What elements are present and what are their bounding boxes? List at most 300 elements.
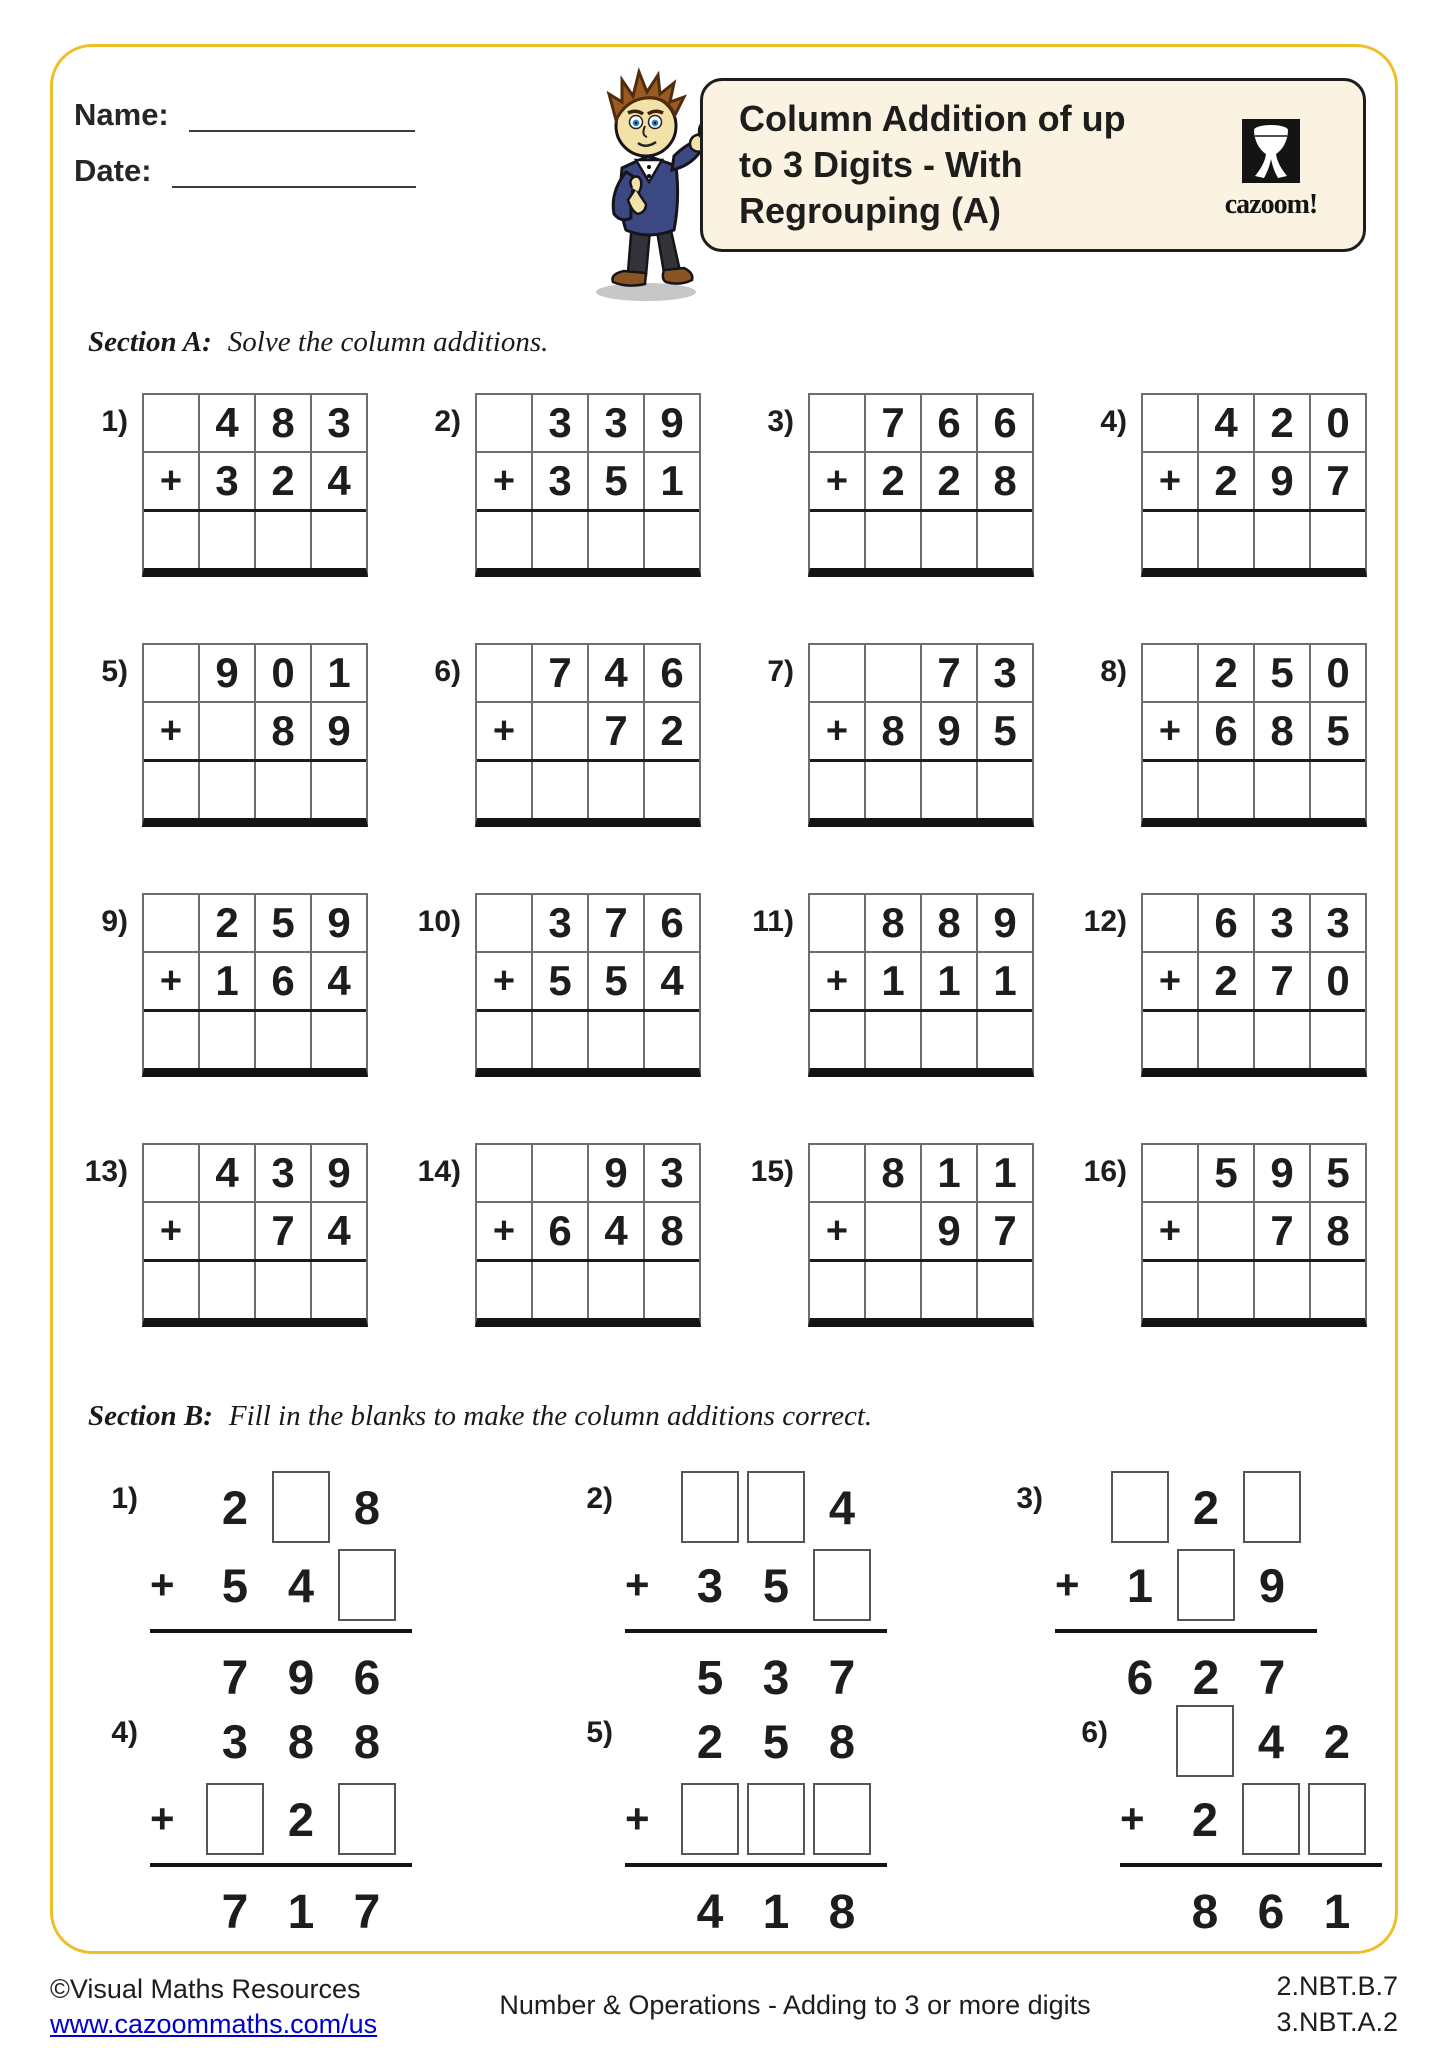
answer-cell[interactable]: [864, 512, 920, 568]
addend-bottom-row: [477, 701, 699, 759]
digit-cell: 7: [1309, 453, 1365, 509]
blank-box[interactable]: [206, 1783, 264, 1855]
empty-cell: [810, 895, 864, 951]
answer-cell[interactable]: [144, 512, 198, 568]
digit-cell: 6: [920, 395, 976, 451]
answer-row: [810, 759, 1032, 818]
digit: 5: [221, 1558, 249, 1612]
addition-problem-b-3: [1016, 1468, 1317, 1720]
problem-number: 2): [586, 1482, 613, 1515]
addition-problem-b-6: [1081, 1702, 1382, 1954]
date-input-line[interactable]: [172, 154, 416, 188]
answer-cell[interactable]: [310, 1262, 366, 1318]
answer-digit: 6: [1126, 1651, 1154, 1705]
answer-cell[interactable]: [198, 1262, 254, 1318]
digit: 2: [221, 1480, 249, 1534]
equals-line: [1120, 1863, 1382, 1867]
answer-cell[interactable]: [810, 1012, 864, 1068]
addend-bottom-row: [1143, 951, 1365, 1009]
cazoom-logo: [1213, 119, 1329, 221]
addend-bottom-row: [144, 951, 366, 1009]
digit-cell: 6: [531, 1203, 587, 1259]
answer-cell[interactable]: [1309, 1012, 1365, 1068]
empty-cell: [1143, 395, 1197, 451]
digit-cell: 8: [920, 895, 976, 951]
answer-cell[interactable]: [531, 762, 587, 818]
answer-cell[interactable]: [643, 1262, 699, 1318]
blank-box[interactable]: [747, 1783, 805, 1855]
digit-cell: 9: [198, 645, 254, 701]
digit: 3: [221, 1714, 249, 1768]
addition-grid: [475, 893, 701, 1077]
answer-digit: 7: [353, 1885, 381, 1939]
answer-cell[interactable]: [810, 1262, 864, 1318]
empty-cell: [810, 645, 864, 701]
problem-number: 13): [84, 1155, 128, 1188]
plus-sign-cell: +: [159, 709, 183, 752]
addition-grid: [1141, 393, 1367, 577]
blank-box[interactable]: [1308, 1783, 1366, 1855]
addition-problem-a-10: [417, 893, 701, 1077]
digit-cell: 7: [1253, 953, 1309, 1009]
blank-slot: [743, 1471, 809, 1543]
addition-problem-a-13: [84, 1143, 368, 1327]
plus-sign-cell: +: [825, 959, 849, 1002]
standard-code-2: 3.NBT.A.2: [1276, 2007, 1398, 2037]
answer-cell[interactable]: [1143, 762, 1197, 818]
logo-wordmark: cazoom!: [1224, 189, 1318, 220]
answer-row: [810, 1009, 1032, 1068]
digit-cell: 4: [198, 395, 254, 451]
answer-cell[interactable]: [1253, 1012, 1309, 1068]
section-a-instruction: Solve the column additions.: [227, 326, 549, 358]
digit-cell: 8: [864, 703, 920, 759]
blank-slot: [334, 1549, 400, 1621]
digit-cell: 9: [1253, 453, 1309, 509]
digit-cell: 4: [310, 953, 366, 1009]
blank-box[interactable]: [813, 1783, 871, 1855]
answer-cell[interactable]: [531, 512, 587, 568]
addend-top-row: [810, 395, 1032, 451]
addition-problem-a-6: [434, 643, 701, 827]
addend-top-row: [625, 1702, 887, 1780]
addition-problem-b-1: [111, 1468, 412, 1720]
digit-cell: 7: [587, 895, 643, 951]
addend-top-row: [477, 395, 699, 451]
plus-sign-cell: +: [1158, 1209, 1182, 1252]
empty-cell: [1197, 1203, 1253, 1259]
answer-cell[interactable]: [310, 1012, 366, 1068]
blank-box[interactable]: [338, 1549, 396, 1621]
addend-bottom-row: [810, 701, 1032, 759]
date-label: Date:: [74, 153, 152, 188]
addition-grid: [808, 393, 1034, 577]
digit-cell: 2: [198, 895, 254, 951]
addend-bottom-row: [144, 451, 366, 509]
answer-cell[interactable]: [254, 1262, 310, 1318]
digit-cell: 6: [643, 895, 699, 951]
digit: 8: [353, 1714, 381, 1768]
addend-top-row: [810, 1145, 1032, 1201]
answer-cell[interactable]: [1143, 1262, 1197, 1318]
addend-bottom-row: [477, 1201, 699, 1259]
answer-cell[interactable]: [976, 762, 1032, 818]
answer-cell[interactable]: [1309, 512, 1365, 568]
digit-cell: 3: [254, 1145, 310, 1201]
digit-cell: 9: [643, 395, 699, 451]
digit-cell: 2: [1197, 953, 1253, 1009]
answer-cell[interactable]: [643, 762, 699, 818]
problem-number: 2): [434, 405, 461, 438]
addition-grid: [808, 1143, 1034, 1327]
blank-box[interactable]: [1242, 1783, 1300, 1855]
name-input-line[interactable]: [189, 98, 415, 132]
answer-cell[interactable]: [198, 1012, 254, 1068]
answer-digit: 1: [762, 1885, 790, 1939]
equals-line: [1055, 1629, 1317, 1633]
answer-cell[interactable]: [976, 512, 1032, 568]
addition-grid: [1141, 893, 1367, 1077]
answer-cell[interactable]: [477, 1012, 531, 1068]
answer-cell[interactable]: [254, 762, 310, 818]
blank-box[interactable]: [272, 1471, 330, 1543]
digit: 2: [1323, 1714, 1351, 1768]
addend-bottom-row: [1055, 1546, 1317, 1624]
answer-cell[interactable]: [477, 512, 531, 568]
addend-top-row: [1143, 1145, 1365, 1201]
problem-number: 12): [1083, 905, 1127, 938]
answer-cell[interactable]: [144, 762, 198, 818]
digit-cell: 3: [643, 1145, 699, 1201]
equals-line: [150, 1629, 412, 1633]
digit-cell: 3: [531, 895, 587, 951]
answer-cell[interactable]: [587, 762, 643, 818]
section-b-instruction: Fill in the blanks to make the column additions correct.: [228, 1400, 873, 1432]
blank-box[interactable]: [338, 1783, 396, 1855]
digit-cell: 7: [587, 703, 643, 759]
addend-bottom-row: [144, 1201, 366, 1259]
digit-cell: 5: [531, 953, 587, 1009]
answer-cell[interactable]: [310, 762, 366, 818]
answer-cell[interactable]: [1253, 762, 1309, 818]
digit-cell: 0: [1309, 953, 1365, 1009]
answer-digit: 9: [287, 1651, 315, 1705]
digit: 5: [762, 1714, 790, 1768]
digit-cell: 5: [254, 895, 310, 951]
empty-cell: [810, 395, 864, 451]
problem-number: 9): [101, 905, 128, 938]
footer-left: [50, 1972, 377, 2042]
empty-cell: [1143, 895, 1197, 951]
plus-sign-cell: +: [1158, 959, 1182, 1002]
digit: 8: [828, 1714, 856, 1768]
blank-box[interactable]: [681, 1471, 739, 1543]
addition-grid: [475, 393, 701, 577]
answer-row: [477, 1009, 699, 1068]
digit-cell: 5: [587, 953, 643, 1009]
answer-cell[interactable]: [531, 1262, 587, 1318]
blank-slot: [1172, 1705, 1238, 1777]
empty-cell: [477, 645, 531, 701]
answer-cell[interactable]: [864, 1262, 920, 1318]
problem-number: 6): [1081, 1716, 1108, 1749]
digit: 5: [762, 1558, 790, 1612]
blank-box[interactable]: [1176, 1705, 1234, 1777]
plus-sign-cell: +: [159, 959, 183, 1002]
answer-cell[interactable]: [477, 762, 531, 818]
addend-bottom-row: [1143, 701, 1365, 759]
answer-cell[interactable]: [1309, 1262, 1365, 1318]
addend-bottom-row: [1120, 1780, 1382, 1858]
addition-problem-a-2: [434, 393, 701, 577]
problem-number: 4): [1100, 405, 1127, 438]
problem-number: 4): [111, 1716, 138, 1749]
digit-cell: 6: [976, 395, 1032, 451]
footer-topic: Number & Operations - Adding to 3 or more digits: [499, 1990, 1091, 2020]
digit-cell: 5: [1309, 703, 1365, 759]
answer-row: [477, 759, 699, 818]
answer-cell[interactable]: [144, 1012, 198, 1068]
problem-number: 1): [101, 405, 128, 438]
empty-cell: [144, 395, 198, 451]
digit-cell: 0: [1309, 645, 1365, 701]
digit: 4: [287, 1558, 315, 1612]
addition-problem-a-5: [101, 643, 368, 827]
plus-sign: +: [625, 1795, 650, 1842]
digit-cell: 3: [1309, 895, 1365, 951]
answer-cell[interactable]: [1143, 1012, 1197, 1068]
blank-slot: [809, 1783, 875, 1855]
digit-cell: 2: [920, 453, 976, 509]
date-field-row: [74, 154, 416, 188]
answer-cell[interactable]: [1253, 1262, 1309, 1318]
answer-cell[interactable]: [920, 512, 976, 568]
digit-cell: 5: [1309, 1145, 1365, 1201]
answer-cell[interactable]: [531, 1012, 587, 1068]
problem-number: 5): [101, 655, 128, 688]
digit-cell: 2: [1253, 395, 1309, 451]
answer-cell[interactable]: [587, 1262, 643, 1318]
plus-sign-cell: +: [1158, 709, 1182, 752]
empty-cell: [144, 645, 198, 701]
addend-top-row: [477, 645, 699, 701]
digit: 2: [1191, 1792, 1219, 1846]
answer-digit: 5: [696, 1651, 724, 1705]
digit: 4: [1257, 1714, 1285, 1768]
answer-cell[interactable]: [643, 512, 699, 568]
title-box: [700, 78, 1366, 252]
digit-cell: 1: [643, 453, 699, 509]
problem-number: 15): [750, 1155, 794, 1188]
digit-cell: 7: [864, 395, 920, 451]
digit-cell: 1: [198, 953, 254, 1009]
blank-slot: [334, 1783, 400, 1855]
digit-cell: 2: [1197, 645, 1253, 701]
answer-cell[interactable]: [198, 512, 254, 568]
answer-row: [1143, 1259, 1365, 1318]
plus-sign-cell: +: [159, 1209, 183, 1252]
addend-top-row: [1055, 1468, 1317, 1546]
digit-cell: 8: [976, 453, 1032, 509]
plus-sign-cell: +: [825, 709, 849, 752]
addition-grid: [808, 893, 1034, 1077]
answer-cell[interactable]: [920, 762, 976, 818]
answer-row: [144, 759, 366, 818]
title-line-2: to 3 Digits - With: [739, 144, 1023, 185]
title-line-1: Column Addition of up: [739, 98, 1126, 139]
digit: 4: [828, 1480, 856, 1534]
addend-top-row: [1120, 1702, 1382, 1780]
section-a-label: Section A:: [88, 326, 212, 358]
answer-cell[interactable]: [643, 1012, 699, 1068]
answer-cell[interactable]: [1197, 1262, 1253, 1318]
digit: 2: [1192, 1480, 1220, 1534]
blank-box[interactable]: [1243, 1471, 1301, 1543]
blank-box[interactable]: [1177, 1549, 1235, 1621]
blank-box[interactable]: [681, 1783, 739, 1855]
worksheet-title: [739, 96, 1219, 234]
answer-digit: 4: [696, 1885, 724, 1939]
digit-cell: 4: [587, 1203, 643, 1259]
answer-cell[interactable]: [864, 1012, 920, 1068]
addend-top-row: [625, 1468, 887, 1546]
addend-bottom-row: [150, 1546, 412, 1624]
empty-cell: [864, 1203, 920, 1259]
empty-cell: [810, 1145, 864, 1201]
answer-cell[interactable]: [310, 512, 366, 568]
digit-cell: 8: [643, 1203, 699, 1259]
standard-code-1: 2.NBT.B.7: [1276, 1971, 1398, 2001]
digit-cell: 7: [920, 645, 976, 701]
answer-digit: 7: [221, 1651, 249, 1705]
digit-cell: 1: [920, 953, 976, 1009]
answer-cell[interactable]: [477, 1262, 531, 1318]
digit-cell: 1: [864, 953, 920, 1009]
addend-top-row: [150, 1468, 412, 1546]
blank-box[interactable]: [1111, 1471, 1169, 1543]
answer-cell[interactable]: [254, 512, 310, 568]
plus-sign-cell: +: [492, 459, 516, 502]
answer-digit: 8: [1191, 1885, 1219, 1939]
answer-cell[interactable]: [976, 1262, 1032, 1318]
addend-bottom-row: [1143, 451, 1365, 509]
addend-top-row: [477, 895, 699, 951]
empty-cell: [531, 1145, 587, 1201]
digit: 2: [696, 1714, 724, 1768]
digit-cell: 3: [531, 453, 587, 509]
problem-number: 14): [417, 1155, 461, 1188]
digit: 1: [1126, 1558, 1154, 1612]
blank-slot: [1173, 1549, 1239, 1621]
answer-cell[interactable]: [1197, 512, 1253, 568]
answer-cell[interactable]: [920, 1012, 976, 1068]
addition-problem-b-5: [586, 1702, 887, 1954]
addition-grid: [475, 643, 701, 827]
addend-top-row: [1143, 895, 1365, 951]
addition-problem-a-16: [1083, 1143, 1367, 1327]
addition-grid: [142, 643, 368, 827]
digit-cell: 8: [254, 703, 310, 759]
digit-cell: 9: [976, 895, 1032, 951]
digit-cell: 9: [920, 703, 976, 759]
section-b-heading: [88, 1400, 872, 1433]
digit-cell: 1: [310, 645, 366, 701]
digit-cell: 9: [587, 1145, 643, 1201]
empty-cell: [477, 895, 531, 951]
digit-cell: 9: [1253, 1145, 1309, 1201]
answer-cell[interactable]: [976, 1012, 1032, 1068]
answer-cell[interactable]: [1197, 1012, 1253, 1068]
answer-cell[interactable]: [920, 1262, 976, 1318]
addend-top-row: [810, 895, 1032, 951]
problem-number: 7): [767, 655, 794, 688]
digit-cell: 2: [254, 453, 310, 509]
empty-cell: [864, 645, 920, 701]
digit-cell: 3: [1253, 895, 1309, 951]
equals-line: [625, 1863, 887, 1867]
plus-sign: +: [1120, 1795, 1145, 1842]
digit-cell: 9: [310, 703, 366, 759]
addend-top-row: [144, 395, 366, 451]
blank-slot: [743, 1783, 809, 1855]
empty-cell: [1143, 645, 1197, 701]
addend-bottom-row: [810, 1201, 1032, 1259]
answer-cell[interactable]: [1197, 762, 1253, 818]
name-label: Name:: [74, 97, 169, 132]
blank-slot: [677, 1783, 743, 1855]
digit-cell: 9: [310, 1145, 366, 1201]
answer-row: [202, 1870, 412, 1954]
answer-cell[interactable]: [864, 762, 920, 818]
answer-digit: 6: [353, 1651, 381, 1705]
addition-problem-b-2: [586, 1468, 887, 1720]
website-link[interactable]: www.cazoommaths.com/us: [50, 2009, 378, 2039]
digit-cell: 6: [643, 645, 699, 701]
digit-cell: 4: [310, 453, 366, 509]
answer-cell[interactable]: [1143, 512, 1197, 568]
digit-cell: 4: [310, 1203, 366, 1259]
digit-cell: 4: [587, 645, 643, 701]
blank-slot: [268, 1471, 334, 1543]
answer-digit: 1: [1323, 1885, 1351, 1939]
addition-problem-a-15: [750, 1143, 1034, 1327]
blank-box[interactable]: [747, 1471, 805, 1543]
answer-cell[interactable]: [198, 762, 254, 818]
digit-cell: 3: [310, 395, 366, 451]
answer-cell[interactable]: [1253, 512, 1309, 568]
empty-cell: [198, 703, 254, 759]
digit-cell: 4: [198, 1145, 254, 1201]
addition-problem-a-14: [417, 1143, 701, 1327]
addition-problem-a-1: [101, 393, 368, 577]
digit-cell: 3: [587, 395, 643, 451]
problem-number: 1): [111, 1482, 138, 1515]
blank-slot: [1238, 1783, 1304, 1855]
blank-box[interactable]: [813, 1549, 871, 1621]
problem-number: 3): [1016, 1482, 1043, 1515]
digit-cell: 4: [1197, 395, 1253, 451]
digit: 8: [287, 1714, 315, 1768]
answer-cell[interactable]: [587, 1012, 643, 1068]
answer-cell[interactable]: [144, 1262, 198, 1318]
answer-cell[interactable]: [810, 512, 864, 568]
answer-cell[interactable]: [810, 762, 864, 818]
answer-cell[interactable]: [1309, 762, 1365, 818]
answer-cell[interactable]: [587, 512, 643, 568]
addend-top-row: [144, 895, 366, 951]
answer-cell[interactable]: [254, 1012, 310, 1068]
problem-number: 10): [417, 905, 461, 938]
